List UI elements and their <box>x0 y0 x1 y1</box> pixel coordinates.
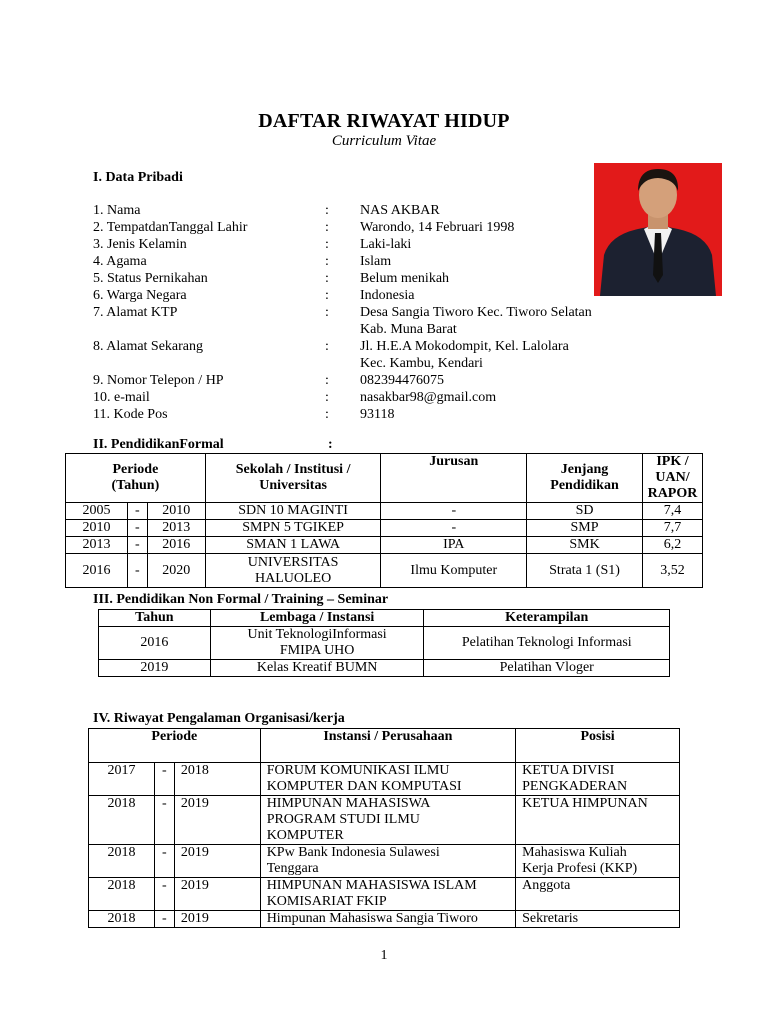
cell-position-line: PENGKADERAN <box>522 779 628 794</box>
col-header-instansi: Instansi / Perusahaan <box>260 729 515 763</box>
cell-major: IPA <box>381 537 527 554</box>
document-title: DAFTAR RIWAYAT HIDUP <box>258 110 510 132</box>
cell-organization <box>260 911 515 928</box>
cell-from-year: 2018 <box>89 845 155 878</box>
cell-position-line: Anggota <box>522 878 571 893</box>
cell-to-year: 2010 <box>147 503 205 520</box>
personal-data-colon: : <box>325 390 329 405</box>
personal-data-label: 7. Alamat KTP <box>93 305 178 320</box>
personal-data-value-line: Belum menikah <box>360 271 450 286</box>
cell-school <box>205 520 381 537</box>
personal-data-value-line: 082394476075 <box>360 373 444 388</box>
cell-position <box>516 763 680 796</box>
cell-school-line: SMPN 5 TGIKEP <box>242 520 344 535</box>
table-row <box>66 520 703 537</box>
cell-position <box>516 911 680 928</box>
cell-organization <box>260 845 515 878</box>
col-header-tahun: Tahun <box>99 610 211 627</box>
training-table <box>98 609 670 677</box>
personal-data-label: 6. Warga Negara <box>93 288 187 303</box>
cell-position-line: Kerja Profesi (KKP) <box>522 861 638 876</box>
cell-organization-line: HIMPUNAN MAHASISWA ISLAM <box>266 878 477 893</box>
personal-data-colon: : <box>325 373 329 388</box>
personal-data-colon: : <box>325 203 329 218</box>
cell-position-line: Sekretaris <box>522 911 579 926</box>
cell-organization-line: KOMISARIAT FKIP <box>266 894 387 909</box>
personal-data-label: 4. Agama <box>93 254 147 269</box>
table-row <box>99 660 670 677</box>
col-header-jurusan: Jurusan <box>381 454 527 503</box>
cell-school <box>205 554 381 588</box>
personal-data-value <box>360 304 680 338</box>
cell-organization <box>260 796 515 845</box>
personal-data-value-line: NAS AKBAR <box>360 203 440 218</box>
table-row <box>89 845 680 878</box>
cell-from-year: 2013 <box>66 537 128 554</box>
personal-data-colon: : <box>325 254 329 269</box>
personal-data-colon: : <box>325 305 329 320</box>
table-row <box>66 554 703 588</box>
cell-dash: - <box>127 537 147 554</box>
cell-to-year: 2019 <box>174 911 260 928</box>
cell-from-year: 2018 <box>89 878 155 911</box>
cell-school-line: HALUOLEO <box>254 570 332 586</box>
cell-skill: Pelatihan Vloger <box>424 660 670 677</box>
col-header-periode-line1: Periode <box>112 462 159 477</box>
personal-data-colon: : <box>325 237 329 252</box>
table-row <box>99 627 670 660</box>
table-row <box>89 911 680 928</box>
cell-organization-line: KOMPUTER DAN KOMPUTASI <box>266 779 462 794</box>
col-header-sekolah-line2: Universitas <box>259 478 327 493</box>
cell-score: 7,7 <box>642 520 702 537</box>
cell-from-year: 2017 <box>89 763 155 796</box>
table-row <box>89 878 680 911</box>
table-header-row <box>99 610 670 627</box>
cell-to-year: 2019 <box>174 796 260 845</box>
col-header-keterampilan: Keterampilan <box>424 610 670 627</box>
personal-data-value <box>360 372 680 389</box>
cell-organization-line: Tenggara <box>266 861 319 876</box>
cell-position-line: Mahasiswa Kuliah <box>522 845 627 860</box>
cell-from-year: 2005 <box>66 503 128 520</box>
table-row <box>66 537 703 554</box>
formal-education-table <box>65 453 703 588</box>
cell-position <box>516 845 680 878</box>
cell-dash: - <box>154 763 174 796</box>
col-header-ipk-line1: IPK / UAN/ <box>655 454 690 485</box>
cell-from-year: 2018 <box>89 796 155 845</box>
col-header-posisi: Posisi <box>516 729 680 763</box>
col-header-periode: Periode <box>89 729 261 763</box>
personal-data-label: 2. TempatdanTanggal Lahir <box>93 220 248 235</box>
profile-photo <box>594 163 722 296</box>
cell-dash: - <box>127 520 147 537</box>
section-pendidikan-formal-heading <box>93 437 333 453</box>
cell-to-year: 2013 <box>147 520 205 537</box>
section-non-formal-heading: III. Pendidikan Non Formal / Training – Seminar <box>93 592 389 607</box>
cell-organization-line: KOMPUTER <box>266 828 344 843</box>
personal-data-value-line: Indonesia <box>360 288 415 303</box>
cell-to-year: 2019 <box>174 878 260 911</box>
cell-score: 7,4 <box>642 503 702 520</box>
col-header-lembaga: Lembaga / Instansi <box>210 610 424 627</box>
cell-organization <box>260 763 515 796</box>
personal-data-colon: : <box>325 339 329 354</box>
personal-data-colon: : <box>325 288 329 303</box>
cell-organization-line: Himpunan Mahasiswa Sangia Tiworo <box>266 911 478 926</box>
cell-organization-line: FORUM KOMUNIKASI ILMU <box>266 763 450 778</box>
profile-photo-illustration <box>594 163 722 296</box>
personal-data-value-line: Kab. Muna Barat <box>360 322 457 337</box>
personal-data-value-line: 93118 <box>360 407 395 422</box>
cell-organization <box>260 878 515 911</box>
cell-level: SMK <box>527 537 643 554</box>
personal-data-label: 11. Kode Pos <box>93 407 168 422</box>
cell-school-line: UNIVERSITAS <box>247 554 339 570</box>
col-header-ipk <box>642 454 702 503</box>
personal-data-value-line: nasakbar98@gmail.com <box>360 390 497 405</box>
personal-data-label: 1. Nama <box>93 203 141 218</box>
cell-skill: Pelatihan Teknologi Informasi <box>424 627 670 660</box>
cell-score: 6,2 <box>642 537 702 554</box>
table-header-row <box>66 454 703 503</box>
cell-organization-line: PROGRAM STUDI ILMU <box>266 812 420 827</box>
cell-institution <box>210 660 424 677</box>
section-data-pribadi-heading: I. Data Pribadi <box>93 170 183 185</box>
cell-position-line: KETUA DIVISI <box>522 763 615 778</box>
cell-level: Strata 1 (S1) <box>527 554 643 588</box>
table-row <box>66 503 703 520</box>
cell-position-line: KETUA HIMPUNAN <box>522 796 648 811</box>
table-header-row <box>89 729 680 763</box>
section-pendidikan-formal-colon: : <box>328 437 333 452</box>
cell-level: SD <box>527 503 643 520</box>
col-header-jenjang-line2: Pendidikan <box>550 478 619 493</box>
personal-data-value <box>360 406 680 423</box>
section-organisasi-heading: IV. Riwayat Pengalaman Organisasi/kerja <box>93 711 345 726</box>
section-pendidikan-formal-title: II. PendidikanFormal <box>93 437 224 452</box>
cell-dash: - <box>154 878 174 911</box>
cell-institution-line: FMIPA UHO <box>279 643 355 658</box>
cell-position <box>516 796 680 845</box>
personal-data-colon: : <box>325 220 329 235</box>
personal-data-label: 8. Alamat Sekarang <box>93 339 204 354</box>
personal-data-value <box>360 338 680 372</box>
cell-year: 2019 <box>99 660 211 677</box>
table-row <box>89 763 680 796</box>
cell-dash: - <box>127 554 147 588</box>
cell-to-year: 2016 <box>147 537 205 554</box>
col-header-sekolah <box>205 454 381 503</box>
cell-dash: - <box>154 796 174 845</box>
cell-to-year: 2020 <box>147 554 205 588</box>
cell-major: - <box>381 503 527 520</box>
col-header-periode-line2: (Tahun) <box>111 478 160 493</box>
col-header-jenjang-line1: Jenjang <box>560 462 609 477</box>
personal-data-label: 9. Nomor Telepon / HP <box>93 373 224 388</box>
cell-from-year: 2010 <box>66 520 128 537</box>
personal-data-value-line: Islam <box>360 254 392 269</box>
personal-data-colon: : <box>325 407 329 422</box>
cell-dash: - <box>154 911 174 928</box>
personal-data-label: 3. Jenis Kelamin <box>93 237 187 252</box>
cell-institution-line: Unit TeknologiInformasi <box>247 627 387 642</box>
cell-school <box>205 503 381 520</box>
col-header-sekolah-line1: Sekolah / Institusi / <box>235 462 351 477</box>
personal-data-value-line: Laki-laki <box>360 237 412 252</box>
personal-data-colon: : <box>325 271 329 286</box>
cell-from-year: 2018 <box>89 911 155 928</box>
document-subtitle: Curriculum Vitae <box>331 133 437 149</box>
personal-data-label: 10. e-mail <box>93 390 150 405</box>
table-row <box>89 796 680 845</box>
cell-institution-line: Kelas Kreatif BUMN <box>256 660 378 675</box>
col-header-ipk-line2: RAPOR <box>647 486 698 501</box>
personal-data-value-line: Jl. H.E.A Mokodompit, Kel. Lalolara <box>360 339 569 354</box>
personal-data-label: 5. Status Pernikahan <box>93 271 208 286</box>
page-number: 1 <box>380 948 388 963</box>
cell-school-line: SDN 10 MAGINTI <box>238 503 348 518</box>
cell-school-line: SMAN 1 LAWA <box>246 537 340 552</box>
cell-score: 3,52 <box>642 554 702 588</box>
cell-dash: - <box>154 845 174 878</box>
cell-from-year: 2016 <box>66 554 128 588</box>
cell-school <box>205 537 381 554</box>
cell-to-year: 2018 <box>174 763 260 796</box>
cell-level: SMP <box>527 520 643 537</box>
cell-major: Ilmu Komputer <box>381 554 527 588</box>
personal-data-value-line: Desa Sangia Tiworo Kec. Tiworo Selatan <box>360 305 592 320</box>
personal-data-value <box>360 389 680 406</box>
col-header-jenjang <box>527 454 643 503</box>
cell-position <box>516 878 680 911</box>
cell-institution <box>210 627 424 660</box>
col-header-periode <box>66 454 206 503</box>
cell-to-year: 2019 <box>174 845 260 878</box>
cell-organization-line: KPw Bank Indonesia Sulawesi <box>266 845 440 860</box>
organization-table <box>88 728 680 928</box>
cell-major: - <box>381 520 527 537</box>
cell-dash: - <box>127 503 147 520</box>
personal-data-value-line: Kec. Kambu, Kendari <box>360 356 483 371</box>
personal-data-value-line: Warondo, 14 Februari 1998 <box>360 220 515 235</box>
cell-organization-line: HIMPUNAN MAHASISWA <box>266 796 431 811</box>
cell-year: 2016 <box>99 627 211 660</box>
